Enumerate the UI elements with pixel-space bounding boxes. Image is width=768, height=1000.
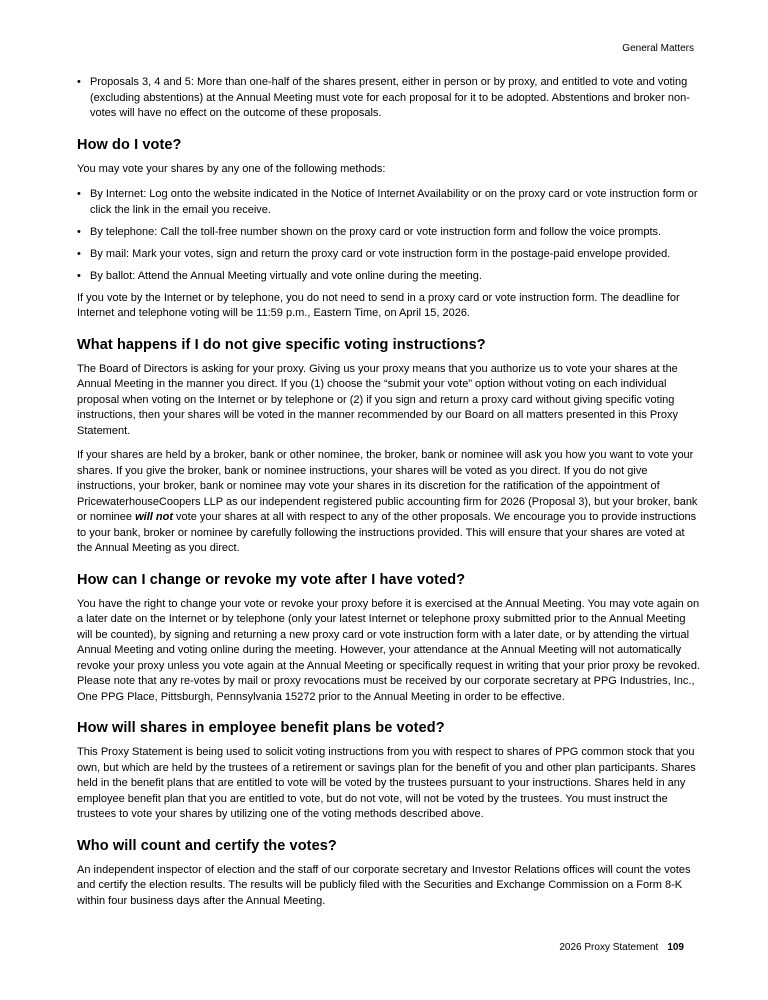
bullet-item <box>77 225 702 241</box>
footer-label: 2026 Proxy Statement <box>559 942 659 953</box>
bullet-marker: • <box>77 188 81 200</box>
bullet-text: Proposals 3, 4 and 5: More than one-half of the shares present, either in person or by proxy, and entitled to vote and voting (excluding abstentions) at the Annual Meeting must vote for each proposal for it to be adopted. Abstentions and broker non-votes will have no effect on the outcome of these proposals. <box>90 76 690 119</box>
bullet-item <box>77 247 702 263</box>
bullet-marker: • <box>77 269 81 282</box>
page-footer <box>559 941 684 954</box>
bullet-marker: • <box>77 225 81 238</box>
bullet-marker: • <box>77 247 81 260</box>
bullet-item <box>77 187 702 218</box>
paragraph-segment: vote your shares at all with respect to any of the other proposals. We encourage you to provide instructions to your bank, broker or nominee by carefully following the instructions provided. This will ensure that your shares are voted at the Annual Meeting as you direct. <box>77 511 697 554</box>
running-header-label: General Matters <box>622 43 694 54</box>
paragraph: The Board of Directors is asking for your proxy. Giving us your proxy means that you authorize us to vote your shares at the Annual Meeting in the manner you direct. If you (1) choose the “submit your vote” option without voting on each individual proposal when voting on the Internet or by telephone or (2) if you sign and return a proxy card without giving specific voting instructions, then your shares will be voted in the manner recommended by our Board on all matters presented in this Proxy Statement. <box>77 362 679 437</box>
paragraph: This Proxy Statement is being used to solicit voting instructions from you with respect to shares of PPG common stock that you own, but which are held by the trustees of a retirement or savings plan for the benefit of you and other plan participants. Shares held in the benefit plans that are entitled to vote will be voted by the trustees pursuant to your instructions. Shares held in any employee benefit plan that you are entitled to vote, but do not vote, will not be voted by the trustees. You must instruct the trustees to vote your shares by utilizing one of the voting methods described above. <box>77 746 696 820</box>
paragraph: You have the right to change your vote or revoke your proxy before it is exercised at the Annual Meeting. You may vote again on a later date on the Internet or by telephone (only your latest Internet or telephone proxy submitted prior to the Annual Meeting will be counted), by signing and returning a new proxy card or vote instruction form with a later date, or by attending the virtual Annual Meeting and voting online during the meeting. However, your attendance at the Annual Meeting will not automatically revoke your proxy unless you vote again at the Annual Meeting or specifically request in writing that your prior proxy be revoked. Please note that any re-votes by mail or proxy revocations must be received by our corporate secretary at PPG Industries, Inc., One PPG Place, Pittsburgh, Pennsylvania 15272 prior to the Annual Meeting in order to be effective. <box>77 597 701 703</box>
section-heading-how-do-i-vote: How do I vote? <box>77 136 182 153</box>
bullet-marker: • <box>77 76 81 88</box>
paragraph-segment: If your shares are held by a broker, bank or other nominee, the broker, bank or nominee will ask you how you want to vote your shares. If you give the broker, bank or nominee instructions, your shares will be voted as you direct. If you do not give instructions, your broker, bank or nominee may vote your shares in its discretion for the ratification of the appointment of PricewaterhouseCoopers LLP as our independent registered public accounting firm for 2026 (Proposal 3), but your broker, bank or nominee <box>77 449 698 523</box>
section-heading-specific-instructions: What happens if I do not give specific voting instructions? <box>77 336 486 353</box>
paragraph: If you vote by the Internet or by telephone, you do not need to send in a proxy card or vote instruction form. The deadline for Internet and telephone voting will be 11:59 p.m., Eastern Time, on April 15, 2026. <box>77 291 680 319</box>
section-heading-count-certify: Who will count and certify the votes? <box>77 837 337 854</box>
section-heading-change-revoke: How can I change or revoke my vote after I have voted? <box>77 571 466 588</box>
paragraph <box>77 448 702 557</box>
paragraph: An independent inspector of election and the staff of our corporate secretary and Investor Relations offices will count the votes and certify the election results. The results will be publicly filed with the Securities and Exchange Commission on a Form 8-K within four business days after the Annual Meeting. <box>77 863 691 907</box>
bullet-text: By mail: Mark your votes, sign and return the proxy card or vote instruction form in the postage-paid envelope provided. <box>90 247 671 260</box>
running-header <box>77 43 702 55</box>
bullet-text: By Internet: Log onto the website indicated in the Notice of Internet Availability or on the proxy card or vote instruction form or click the link in the email you receive. <box>90 188 698 216</box>
bullet-item <box>77 75 702 122</box>
emphasis-text: will not <box>135 511 173 523</box>
bullet-text: By telephone: Call the toll-free number shown on the proxy card or vote instruction form and follow the voice prompts. <box>90 225 662 238</box>
voting-methods-list <box>77 187 702 284</box>
section-heading-employee-benefit: How will shares in employee benefit plans be voted? <box>77 720 445 736</box>
bullet-text: By ballot: Attend the Annual Meeting virtually and vote online during the meeting. <box>90 269 482 282</box>
footer-page-number: 109 <box>667 942 684 953</box>
bullet-item <box>77 269 702 285</box>
paragraph: You may vote your shares by any one of the following methods: <box>77 162 386 175</box>
